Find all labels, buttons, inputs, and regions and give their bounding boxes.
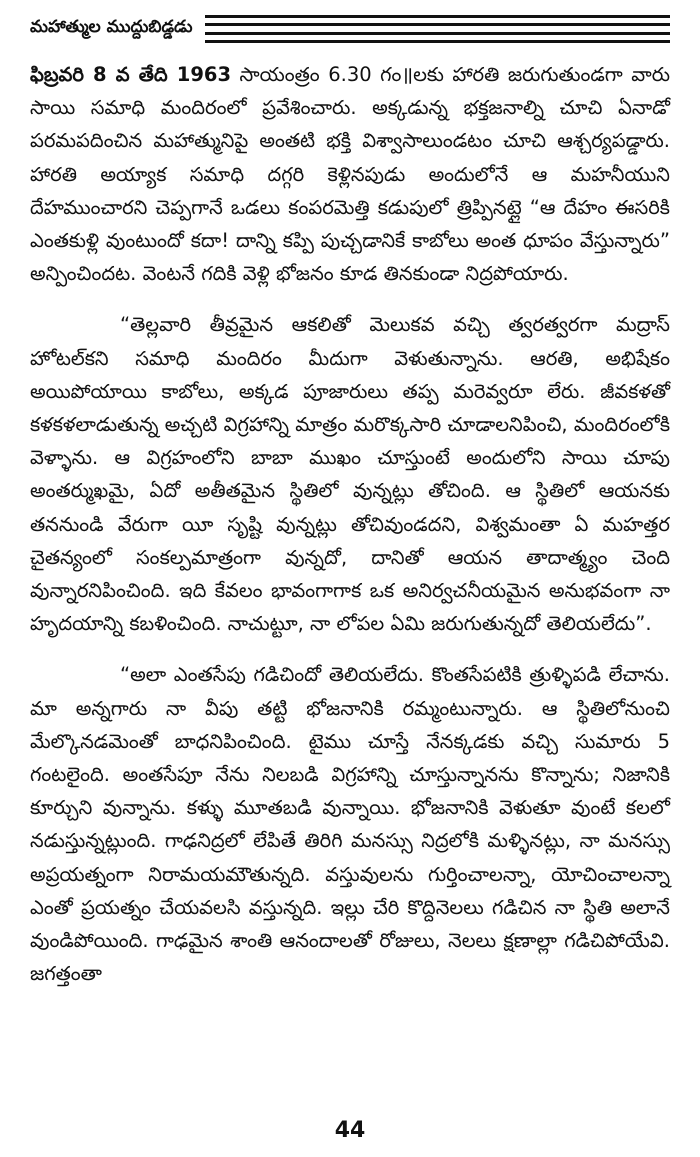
paragraph-3: “అలా ఎంతసేపు గడిచిందో తెలియలేదు. కొంతసేపటికి త్రుళ్ళిపడి లేచాను. మా అన్నగారు నా వీపు తట్టి భోజనానికి రమ్మంటున్నారు. ఆ స్థితిలోనుంచి మేల్కొనడమెంతో బాధనిపించింది. టైము చూస్తే నేనక్కడకు వచ్చి సుమారు 5 గంటలైంది. అంతసేపూ నేను నిలబడి విగ్రహాన్ని చూస్తున్నానను కొన్నాను; నిజానికి కూర్చుని వున్నాను. కళ్ళు మూతబడి వున్నాయి. భోజనానికి వెళుతూ వుంటే కలలో నడుస్తున్నట్లుంది. గాఢనిద్రలో లేపితే తిరిగి మనస్సు నిద్రలోకి మళ్ళినట్లు, నా మనస్సు అప్రయత్నంగా నిరామయమౌతున్నది. వస్తువులను గుర్తించాలన్నా, యోచించాలన్నా ఎంతో ప్రయత్నం చేయవలసి వస్తున్నది. ఇల్లు చేరి కొద్దినెలలు గడిచిన నా స్థితి అలానే వుండిపోయింది. గాఢమైన శాంతి ఆనందాలతో రోజులు, నెలలు క్షణాల్లా గడిచిపోయేవి. జగత్తంతా (30, 663, 670, 986)
header-rule-line (205, 40, 670, 43)
header-rule-line (205, 15, 670, 18)
running-title: మహాత్ముల ముద్దుబిడ్డడు (30, 17, 193, 37)
paragraph-1-text: సాయంత్రం 6.30 గం॥లకు హారతి జరుగుతుండగా వారు సాయి సమాధి మందిరంలో ప్రవేశించారు. అక్కడున్న భక్తజనాల్ని చూచి ఏనాడో పరమపదించిన మహాత్మునిపై అంతటి భక్తి విశ్వాసాలుండటం చూచి ఆశ్చర్యపడ్డారు. హారతి అయ్యాక సమాధి దగ్గరి కెళ్లినపుడు అందులోనే ఆ మహనీయుని దేహముంచారని చెప్పగానే ఒడలు కంపరమెత్తి కడుపులో త్రిప్పినట్లై “ఆ దేహం ఈసరికి ఎంతకుళ్లి వుంటుందో కదా! దాన్ని కప్పి పుచ్చడానికే కాబోలు అంత ధూపం వేస్తున్నారు” అన్పించిందట. వెంటనే గదికి వెళ్లి భోజనం కూడ తినకుండా నిద్రపోయారు. (30, 63, 670, 286)
date-lead: ఫిబ్రవరి 8 వ తేది 1963 (30, 63, 232, 86)
paragraph-2: “తెల్లవారి తీవ్రమైన ఆకలితో మెలుకవ వచ్చి త్వరత్వరగా మద్రాస్ హోటల్‌కని సమాధి మందిరం మీదుగా వెళుతున్నాను. ఆరతి, అభిషేకం అయిపోయాయి కాబోలు, అక్కడ పూజారులు తప్ప మరెవ్వరూ లేరు. జీవకళతో కళకళలాడుతున్న అచ్చటి విగ్రహాన్ని మాత్రం మరొక్కసారి చూడాలనిపించి, మందిరంలోకి వెళ్ళాను. ఆ విగ్రహంలోని బాబా ముఖం చూస్తుంటే అందులోని సాయి చూపు అంతర్ముఖమై, ఏదో అతీతమైన స్థితిలో వున్నట్లు తోచింది. ఆ స్థితిలో ఆయనకు తననుండి వేరుగా యీ సృష్టి వున్నట్లు తోచివుండదని, విశ్వమంతా ఏ మహత్తర చైతన్యంలో సంకల్పమాత్రంగా వున్నదో, దానితో ఆయన తాదాత్మ్యం చెంది వున్నారనిపించింది. ఇది కేవలం భావంగాగాక ఒక అనిర్వచనీయమైన అనుభవంగా నా హృదయాన్ని కబళించింది. నాచుట్టూ, నా లోపల ఏమి జరుగుతున్నదో తెలియలేదు”. (30, 313, 670, 636)
page-number: 44 (334, 1118, 366, 1143)
header-rules (205, 15, 670, 43)
header-rule-line (205, 32, 670, 35)
paragraph-1 (30, 58, 670, 290)
page-content (30, 58, 670, 990)
page-header (30, 10, 670, 48)
header-rule-line (205, 23, 670, 26)
